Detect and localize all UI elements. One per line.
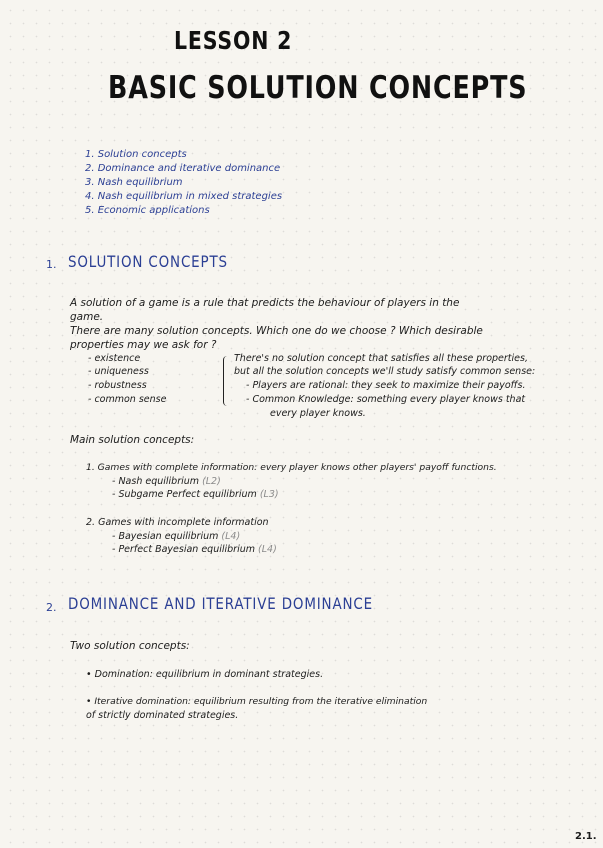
curly-brace	[223, 356, 230, 406]
toc-item-2: 2. Dominance and iterative dominance	[85, 163, 281, 174]
toc-item-4: 4. Nash equilibrium in mixed strategies	[85, 191, 283, 202]
group-2-item-1-label: - Bayesian equilibrium	[112, 531, 219, 542]
bullet-iterative-text: Iterative domination: equilibrium resulting from the iterative elimination	[94, 696, 428, 707]
group-1-item-1-ref: (L2)	[202, 476, 221, 487]
group-2-item-2-label: - Perfect Bayesian equilibrium	[112, 544, 256, 555]
property-uniqueness: - uniqueness	[88, 366, 149, 377]
note-line-4: - Common Knowledge: something every player knows that	[246, 394, 526, 405]
bullet-dot-2: •	[86, 696, 92, 707]
note-line-1: There's no solution concept that satisfies all these properties,	[234, 353, 528, 364]
property-existence: - existence	[88, 353, 141, 364]
group-2-item-1	[112, 531, 240, 542]
intro-line-3: There are many solution concepts. Which one do we choose ? Which desirable	[70, 325, 483, 337]
lesson-label: LESSON 2	[174, 26, 293, 55]
bullet-dot-1: •	[86, 669, 92, 680]
section-1-number: 1.	[46, 258, 57, 271]
bullet-domination	[86, 669, 323, 680]
group-1-item-2-ref: (L3)	[259, 489, 279, 500]
toc-item-3: 3. Nash equilibrium	[85, 177, 183, 188]
group-1-item-1	[112, 476, 221, 487]
note-line-3: - Players are rational: they seek to maximize their payoffs.	[246, 380, 526, 391]
group-1-item-2	[112, 489, 279, 500]
group-2-item-2-ref: (L4)	[258, 544, 277, 555]
group-1-item-1-label: - Nash equilibrium	[112, 476, 200, 487]
section-2-intro: Two solution concepts:	[70, 640, 190, 652]
property-common-sense: - common sense	[88, 394, 167, 405]
toc-item-1: 1. Solution concepts	[85, 149, 187, 160]
intro-line-4: properties may we ask for ?	[70, 339, 217, 351]
bullet-iterative-continuation: of strictly dominated strategies.	[86, 710, 239, 721]
group-1-item-2-label: - Subgame Perfect equilibrium	[112, 489, 257, 500]
note-line-5: every player knows.	[270, 408, 366, 419]
page-title: BASIC SOLUTION CONCEPTS	[108, 70, 528, 106]
page-number: 2.1.	[575, 831, 597, 842]
group-2-item-1-ref: (L4)	[221, 531, 241, 542]
bullet-iterative-domination	[86, 696, 427, 707]
main-concepts-label: Main solution concepts:	[70, 434, 195, 446]
note-line-2: but all the solution concepts we'll study satisfy common sense:	[234, 366, 536, 377]
property-robustness: - robustness	[88, 380, 147, 391]
bullet-domination-text: Domination: equilibrium in dominant strategies.	[94, 669, 324, 680]
group-2-item-2	[112, 544, 277, 555]
section-2-heading: DOMINANCE AND ITERATIVE DOMINANCE	[68, 594, 373, 613]
toc-item-5: 5. Economic applications	[85, 205, 210, 216]
intro-line-2: game.	[70, 311, 104, 323]
section-1-heading: SOLUTION CONCEPTS	[68, 252, 228, 271]
intro-line-1: A solution of a game is a rule that predicts the behaviour of players in the	[70, 297, 460, 309]
section-2-number: 2.	[46, 601, 57, 614]
group-1-title: 1. Games with complete information: every player knows other players' payoff functions.	[86, 462, 497, 473]
group-2-title: 2. Games with incomplete information	[86, 517, 269, 528]
